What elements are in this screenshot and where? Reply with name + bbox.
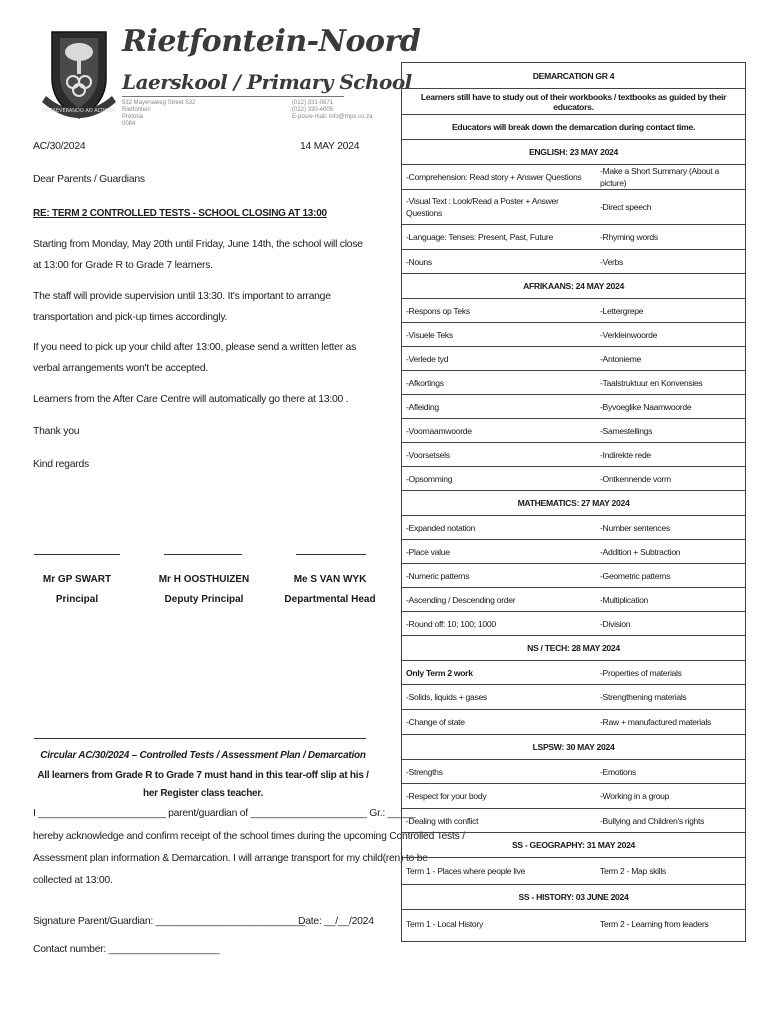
table-row (402, 516, 745, 540)
demarcation-note-workbooks (402, 89, 745, 115)
topic-cell-right: -Antonieme (600, 353, 641, 364)
topic-cell-left: -Respons op Teks (406, 305, 470, 316)
table-row (402, 443, 745, 467)
signature-line-principal (34, 554, 120, 555)
section-heading-lspsw (402, 735, 745, 760)
signature-field[interactable]: Signature Parent/Guardian: ___________________________ (33, 916, 305, 927)
topic-cell-right: Term 2 - Learning from leaders (600, 919, 709, 929)
topic-cell-right: -Samestellings (600, 425, 653, 436)
topic-cell-left: Term 1 - Places where people live (406, 866, 526, 876)
table-row (402, 588, 745, 612)
slip-ack-line-3: collected at 13:00. (33, 875, 113, 886)
topic-cell-left: -Numeric patterns (406, 570, 470, 581)
greeting: Dear Parents / Guardians (33, 174, 145, 185)
demarcation-title-text: DEMARCATION GR 4 (532, 70, 615, 81)
demarcation-title (402, 63, 745, 89)
slip-ack-line-1: hereby acknowledge and confirm receipt of the school times during the upcoming Controlled Tests / (33, 831, 465, 842)
topic-cell-right: Term 2 - Map skills (600, 866, 666, 876)
section-heading-english (402, 140, 745, 165)
topic-cell-right: -Raw + manufactured materials (600, 717, 711, 727)
topic-cell-left: -Dealing with conflict (406, 815, 479, 826)
section-heading-ss-geography-text: SS - GEOGRAPHY: 31 MAY 2024 (511, 840, 636, 850)
paragraph-closing-time: Starting from Monday, May 20th until Friday, June 14th, the school will close at 13:00 for Grade R to Grade 7 learners. (33, 239, 363, 271)
table-row (402, 250, 745, 274)
table-row (402, 710, 745, 735)
slip-parent-line[interactable]: I _______________________ parent/guardian of _____________________ Gr.: _____ (33, 808, 416, 819)
signatory-principal: Mr GP SWART Principal (42, 574, 112, 605)
topic-cell-left: -Round off: 10; 100; 1000 (406, 618, 496, 629)
topic-cell-left: -Visual Text : Look/Read a Poster + Answer Questions (406, 196, 559, 218)
demarcation-note-contact-time-text: Educators will break down the demarcation during contact time. (451, 122, 696, 132)
table-row (402, 809, 745, 833)
topic-cell-right: -Geometric patterns (600, 570, 671, 581)
demarcation-note-workbooks-text: Learners still have to study out of their workbooks / textbooks as guided by their educators. (420, 91, 727, 112)
kind-regards: Kind regards (33, 459, 89, 470)
slip-ack-line-2: Assessment plan information & Demarcation. I will arrange transport for my child(ren) to be (33, 853, 428, 864)
section-heading-ns-tech-text: NS / TECH: 28 MAY 2024 (527, 643, 620, 653)
section-heading-afrikaans-text: AFRIKAANS: 24 MAY 2024 (523, 281, 624, 291)
school-crest-logo (40, 26, 118, 126)
tear-off-line (34, 738, 366, 739)
table-row (402, 612, 745, 636)
table-row (402, 419, 745, 443)
topic-cell-right: -Emotions (600, 766, 636, 777)
topic-cell-right: -Strengthening materials (600, 692, 687, 702)
contact-number-field[interactable]: Contact number: ____________________ (33, 944, 220, 955)
topic-cell-right: -Addition + Subtraction (600, 546, 681, 557)
signatory-deputy: Mr H OOSTHUIZEN Deputy Principal (158, 574, 250, 605)
topic-cell-right: -Working in a group (600, 791, 670, 801)
topic-cell-left: -Visuele Teks (406, 329, 453, 340)
reference-number: AC/30/2024 (33, 141, 86, 152)
topic-cell-right: -Division (600, 618, 631, 629)
topic-cell-left: -Nouns (406, 256, 432, 267)
signatory-hod: Me S VAN WYK Departmental Head (284, 574, 376, 605)
topic-cell-right: -Direct speech (600, 202, 652, 212)
section-heading-afrikaans (402, 274, 745, 299)
topic-cell-left: -Expanded notation (406, 522, 476, 533)
section-heading-ss-history-text: SS - HISTORY: 03 JUNE 2024 (518, 892, 629, 902)
crest-motto: PERSEVERANDO AD ALTIORA (43, 108, 115, 114)
school-subtitle: Laerskool / Primary School (122, 70, 412, 94)
topic-cell-right: -Bullying and Children's rights (600, 815, 705, 826)
topic-cell-right: -Lettergrepe (600, 305, 644, 316)
paragraph-after-care: Learners from the After Care Centre will automatically go there at 13:00 . (33, 394, 349, 405)
table-row (402, 760, 745, 784)
topic-cell-left: -Strengths (406, 766, 443, 777)
table-row (402, 371, 745, 395)
topic-cell-left: -Afkortings (406, 377, 444, 388)
section-heading-mathematics-text: MATHEMATICS: 27 MAY 2024 (517, 498, 630, 508)
slip-instruction: All learners from Grade R to Grade 7 must hand in this tear-off slip at his / her Register class teacher. (37, 770, 369, 799)
signature-line-hod (296, 554, 366, 555)
table-row (402, 858, 745, 885)
topic-cell-left: -Ascending / Descending order (406, 594, 516, 605)
topic-cell-right: -Ontkennende vorm (600, 473, 671, 484)
table-row (402, 190, 745, 225)
slip-title: Circular AC/30/2024 – Controlled Tests / Assessment Plan / Demarcation (40, 750, 366, 761)
topic-cell-left: -Solids, liquids + gases (406, 692, 487, 702)
section-heading-ns-tech (402, 636, 745, 661)
table-row (402, 299, 745, 323)
topic-cell-right: -Number sentences (600, 522, 670, 533)
signature-line-deputy (164, 554, 242, 555)
table-row (402, 467, 745, 491)
topic-cell-right: -Verbs (600, 256, 624, 267)
topic-cell-left: -Voornaamwoorde (406, 425, 472, 436)
table-row (402, 395, 745, 419)
topic-cell-right: -Byvoeglike Naamwoorde (600, 401, 692, 412)
thank-you: Thank you (33, 426, 80, 437)
topic-cell-right: -Multiplication (600, 594, 649, 605)
topic-cell-left: -Language: Tenses: Present, Past, Future (406, 232, 553, 242)
letterhead-divider (122, 96, 344, 97)
table-row (402, 685, 745, 710)
table-row (402, 564, 745, 588)
topic-cell-right: -Make a Short Summary (About a picture) (600, 166, 720, 188)
table-row (402, 910, 745, 938)
school-address: 532 Mayenaweg Street 532 Rietfontein Pretoria 0084 (122, 100, 196, 127)
topic-cell-left: -Respect for your body (406, 791, 487, 801)
topic-cell-right: -Indirekte rede (600, 449, 651, 460)
topic-cell-left: -Place value (406, 546, 450, 557)
table-row (402, 323, 745, 347)
topic-cell-left: -Comprehension: Read story + Answer Questions (406, 172, 582, 182)
section-heading-lspsw-text: LSPSW: 30 MAY 2024 (532, 742, 615, 752)
letter-date: 14 MAY 2024 (300, 141, 360, 152)
school-name: Rietfontein-Noord (122, 24, 421, 59)
section-heading-ss-history (402, 885, 745, 910)
paragraph-pickup: If you need to pick up your child after 13:00, please send a written letter as verbal arrangements won't be accepted. (33, 342, 357, 374)
section-heading-mathematics (402, 491, 745, 516)
section-heading-ss-geography (402, 833, 745, 858)
table-row (402, 165, 745, 190)
demarcation-note-contact-time (402, 115, 745, 140)
topic-cell-right: -Taalstruktuur en Konvensies (600, 377, 703, 388)
section-heading-english-text: ENGLISH: 23 MAY 2024 (528, 147, 619, 157)
topic-cell-left: -Verlede tyd (406, 353, 449, 364)
school-contact: (012) 331-0871 (012) 330-4005 E-pos/e-mail: info@rnps.co.za (292, 100, 373, 120)
topic-cell-right: -Rhyming words (600, 232, 658, 242)
table-row (402, 661, 745, 685)
topic-cell-right: -Verkleinwoorde (600, 329, 658, 340)
demarcation-table (401, 62, 746, 942)
date-field[interactable]: Date: __/__/2024 (298, 916, 374, 927)
topic-cell-left: -Afleiding (406, 401, 439, 412)
topic-cell-left: -Change of state (406, 717, 465, 727)
table-row (402, 225, 745, 250)
paragraph-supervision: The staff will provide supervision until 13:30. It's important to arrange transportation and pick-up times accordingly. (33, 291, 331, 323)
topic-cell-left: -Opsomming (406, 473, 453, 484)
topic-cell-right: -Properties of materials (600, 667, 682, 678)
topic-cell-left: Term 1 - Local History (406, 919, 483, 929)
table-row (402, 784, 745, 809)
letter-subject: RE: TERM 2 CONTROLLED TESTS - SCHOOL CLOSING AT 13:00 (33, 208, 327, 219)
table-row (402, 347, 745, 371)
topic-cell-left: -Voorsetsels (406, 449, 450, 460)
topic-cell-left: Only Term 2 work (406, 667, 473, 678)
table-row (402, 540, 745, 564)
